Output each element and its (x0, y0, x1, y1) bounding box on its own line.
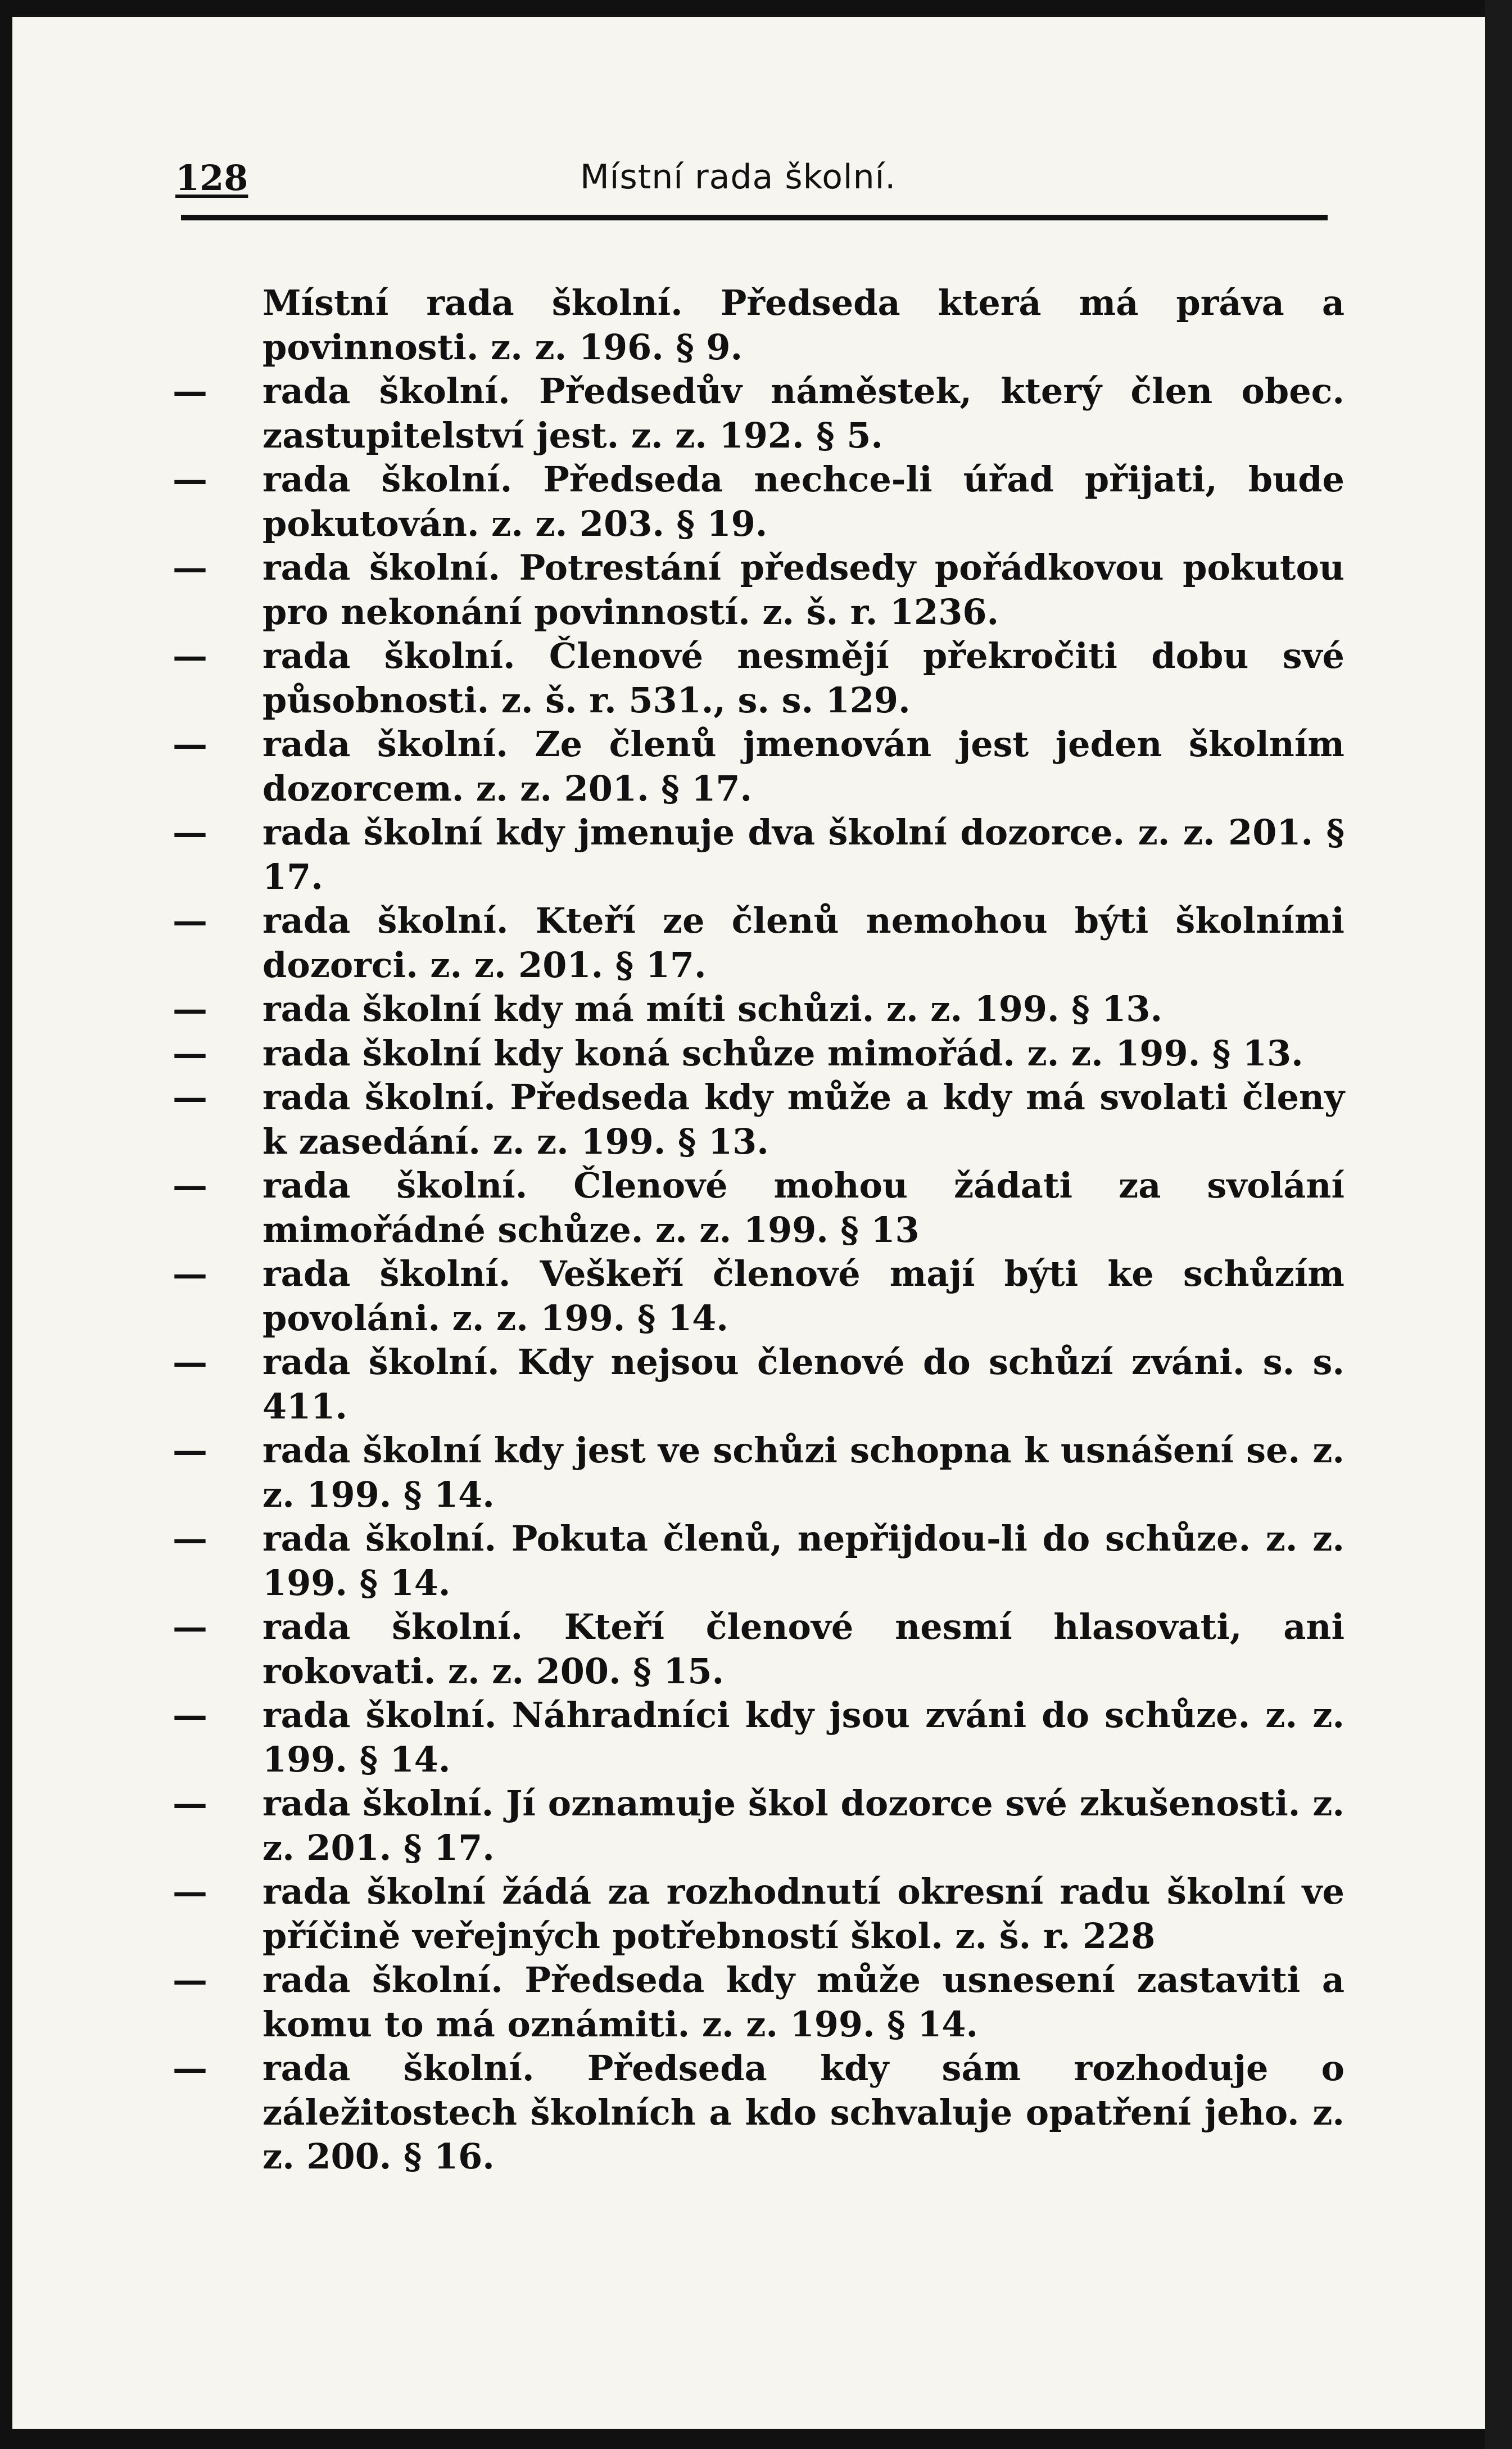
index-entry (173, 722, 1344, 811)
index-entry (173, 1164, 1344, 1252)
index-entry (173, 1782, 1344, 1870)
entry-text: rada školní kdy jest ve schůzi schopna k usnášení se. z. z. 199. § 14. (262, 1430, 1344, 1515)
entry-text: rada školní. Pokuta členů, nepřijdou-li do schůze. z. z. 199. § 14. (262, 1518, 1344, 1603)
entry-dash: — (173, 459, 207, 500)
index-entry (173, 1340, 1344, 1429)
entry-text: rada školní. Potrestání předsedy pořádkovou pokutou pro nekonání povinností. z. š. r. 1236. (262, 547, 1344, 632)
entry-text: rada školní. Členové nesmějí překročiti dobu své působnosti. z. š. r. 531., s. s. 129. (262, 635, 1344, 721)
entry-text: Místní rada školní. Předseda která má práva a povinnosti. z. z. 196. § 9. (262, 282, 1344, 368)
entry-text: rada školní kdy koná schůze mimořád. z. z. 199. § 13. (262, 1032, 1303, 1074)
entry-dash: — (173, 370, 207, 412)
entry-dash: — (173, 1695, 207, 1736)
index-entry (173, 281, 1344, 369)
index-entry (173, 1870, 1344, 1958)
entry-text: rada školní. Předseda nechce-li úřad přijati, bude pokutován. z. z. 203. § 19. (262, 459, 1344, 544)
index-entry (173, 2046, 1344, 2179)
entry-dash: — (173, 1518, 207, 1559)
entry-text: rada školní. Kteří členové nesmí hlasovati, ani rokovati. z. z. 200. § 15. (262, 1606, 1344, 1692)
entry-dash: — (173, 988, 207, 1029)
entry-dash: — (173, 1165, 207, 1206)
index-entry (173, 987, 1344, 1032)
document-page (12, 17, 1485, 2429)
index-entry (173, 1517, 1344, 1605)
index-entry (173, 546, 1344, 634)
entry-dash: — (173, 547, 207, 588)
running-head: Místní rada školní. (580, 157, 897, 197)
entry-text: rada školní. Předseda kdy může usnesení zastaviti a komu to má oznámiti. z. z. 199. § 14. (262, 1959, 1344, 2045)
entry-text: rada školní kdy má míti schůzi. z. z. 199. § 13. (262, 988, 1163, 1029)
entry-dash: — (173, 1032, 207, 1074)
entry-dash: — (173, 724, 207, 765)
entry-text: rada školní žádá za rozhodnutí okresní radu školní ve příčině veřejných potřebností škol. z. š. r. 228 (262, 1871, 1344, 1957)
index-entry (173, 1958, 1344, 2046)
entry-text: rada školní. Jí oznamuje škol dozorce své zkušenosti. z. z. 201. § 17. (262, 1783, 1344, 1868)
entry-dash: — (173, 1606, 207, 1647)
header-rule (181, 215, 1328, 220)
entry-text: rada školní. Kdy nejsou členové do schůzí zváni. s. s. 411. (262, 1341, 1344, 1427)
entry-dash: — (173, 1430, 207, 1471)
index-entry (173, 1076, 1344, 1164)
entry-dash: — (173, 2048, 207, 2089)
entry-text: rada školní. Předseda kdy sám rozhoduje o záležitostech školních a kdo schvaluje opatření jeho. z. z. 200. § 16. (262, 2048, 1344, 2177)
index-entry (173, 1693, 1344, 1782)
index-entry (173, 1032, 1344, 1076)
entry-text: rada školní. Členové mohou žádati za svolání mimořádné schůze. z. z. 199. § 13 (262, 1165, 1344, 1250)
entry-dash: — (173, 635, 207, 676)
index-entry (173, 1252, 1344, 1340)
index-entry (173, 634, 1344, 722)
book-edge (1485, 0, 1512, 2449)
entry-text: rada školní. Veškeří členové mají býti ke schůzím povoláni. z. z. 199. § 14. (262, 1253, 1344, 1339)
entry-dash: — (173, 1341, 207, 1382)
index-entry (173, 369, 1344, 458)
page-number: 128 (175, 157, 248, 198)
index-entry (173, 899, 1344, 987)
entry-text: rada školní. Předseda kdy může a kdy má svolati členy k zasedání. z. z. 199. § 13. (262, 1077, 1344, 1162)
index-entry (173, 811, 1344, 899)
entry-dash: — (173, 900, 207, 941)
entry-text: rada školní. Předsedův náměstek, který člen obec. zastupitelství jest. z. z. 192. § 5. (262, 370, 1344, 456)
index-entry (173, 458, 1344, 546)
index-entries (173, 281, 1344, 2179)
entry-dash: — (173, 1253, 207, 1294)
entry-text: rada školní. Ze členů jmenován jest jeden školním dozorcem. z. z. 201. § 17. (262, 724, 1344, 809)
entry-dash: — (173, 1959, 207, 2000)
entry-text: rada školní. Kteří ze členů nemohou býti školními dozorci. z. z. 201. § 17. (262, 900, 1344, 986)
entry-dash: — (173, 812, 207, 853)
entry-dash: — (173, 1077, 207, 1118)
entry-text: rada školní. Náhradníci kdy jsou zváni do schůze. z. z. 199. § 14. (262, 1695, 1344, 1780)
entry-dash: — (173, 1871, 207, 1912)
entry-dash: — (173, 1783, 207, 1824)
page-header (175, 157, 1328, 202)
index-entry (173, 1605, 1344, 1693)
index-entry (173, 1429, 1344, 1517)
entry-text: rada školní kdy jmenuje dva školní dozorce. z. z. 201. § 17. (262, 812, 1344, 897)
